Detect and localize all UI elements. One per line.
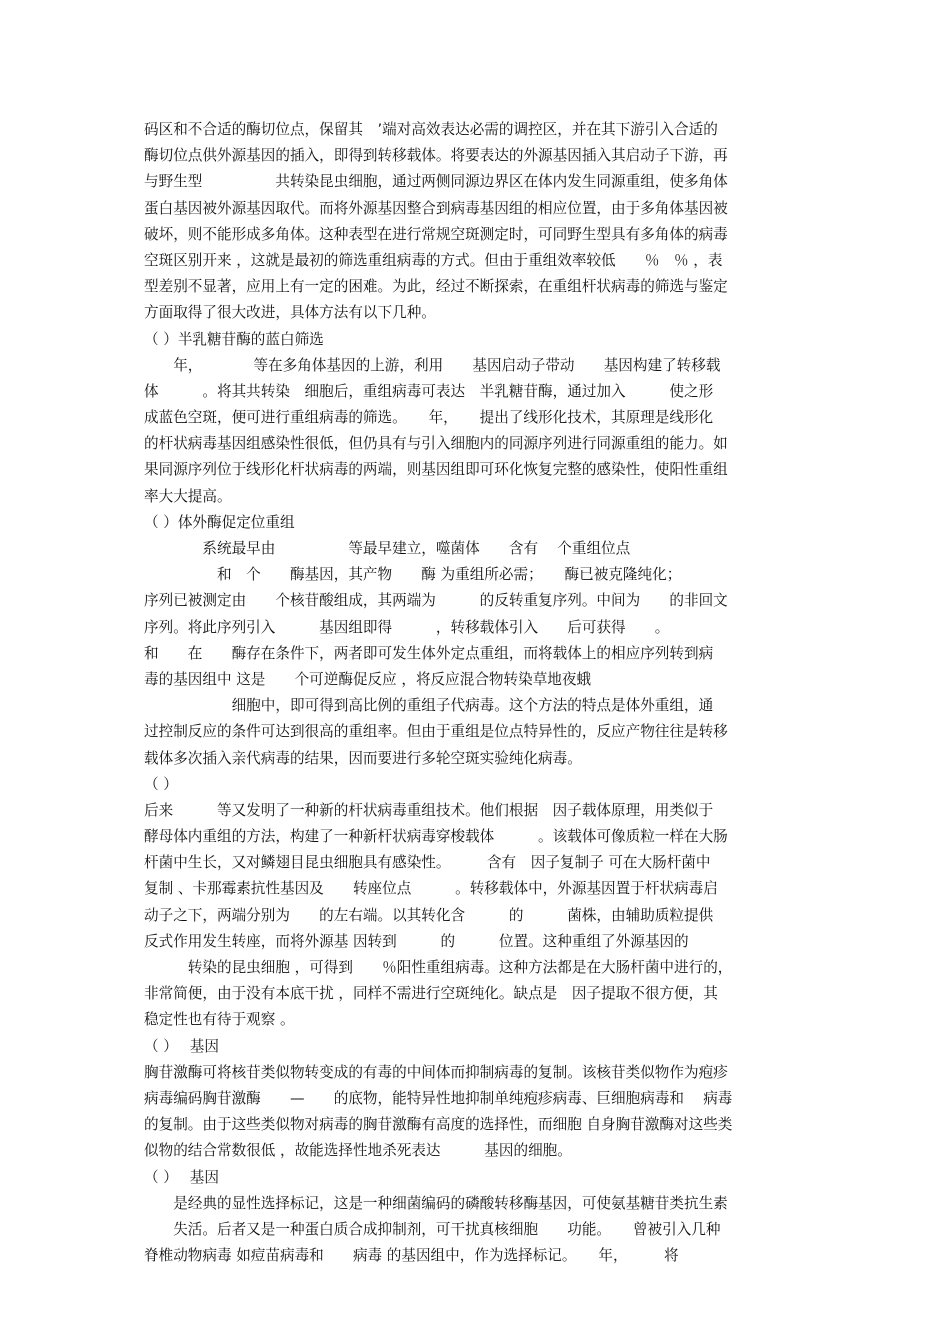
text-line: 复制 、卡那霉素抗性基因及 转座位点 。转移载体中，外源基因置于杆状病毒启 [144,880,718,898]
text-line: 后来 等又发明了一种新的杆状病毒重组技术。他们根据 因子载体原理，用类似于 [144,801,714,819]
text-line: 成蓝色空斑，便可进行重组病毒的筛选。 年， 提出了线形化技术，其原理是线形化 [144,409,714,427]
text-line: 年， 等在多角体基因的上游，利用 基因启动子带动 基因构建了转移载 [144,356,721,374]
body-text [144,117,814,1269]
text-line: 型差别不显著，应用上有一定的困难。为此，经过不断探索，在重组杆状病毒的筛选与鉴定 [144,278,728,296]
text-line: 序列。将此序列引入 基因组即得 ，转移载体引入 后可获得 。 [144,618,670,636]
text-line: 载体多次插入亲代病毒的结果，因而要进行多轮空斑实验纯化病毒。 [144,749,582,767]
text-line: 序列已被测定由 个核苷酸组成，其两端为 的反转重复序列。中间为 的非回文 [144,592,728,610]
text-line: 细胞中，即可得到高比例的重组子代病毒。这个方法的特点是体外重组，通 [144,697,714,715]
text-line: 反式作用发生转座，而将外源基 因转到 的 位置。这种重组了外源基因的 [144,932,689,950]
text-line: 的杆状病毒基因组感染性很低，但仍具有与引入细胞内的同源序列进行同源重组的能力。如 [144,435,728,453]
text-line: 脊椎动物病毒 如痘苗病毒和 病毒 的基因组中，作为选择标记。 年， 将 [144,1247,679,1265]
text-line: 破坏，则不能形成多角体。这种表型在进行常规空斑测定时，可同野生型具有多角体的病毒 [144,225,728,243]
text-line: 率大大提高。 [144,487,232,505]
text-line: 稳定性也有待于观察 。 [144,1011,295,1029]
section-heading: （ ）半乳糖苷酶的蓝白筛选 [144,330,324,348]
text-line: 过控制反应的条件可达到很高的重组率。但由于重组是位点特异性的，反应产物往往是转移 [144,723,728,741]
text-line: 杆菌中生长，又对鳞翅目昆虫细胞具有感染性。 含有 因子复制子 可在大肠杆菌中 [144,854,711,872]
text-line: 似物的结合常数很低 ，故能选择性地杀死表达 基因的细胞。 [144,1142,572,1160]
text-line: 空斑区别开来 ，这就是最初的筛选重组病毒的方式。但由于重组效率较低 ％ ％ ，表 [144,251,723,269]
text-line: 转染的昆虫细胞 ，可得到 ％阳性重组病毒。这种方法都是在大肠杆菌中进行的， [144,959,733,976]
text-line: 病毒编码胸苷激酶 — 的底物，能特异性地抑制单纯疱疹病毒、巨细胞病毒和 病毒 [144,1089,733,1107]
text-line: 码区和不合适的酶切位点，保留其 ’端对高效表达必需的调控区，并在其下游引入合适的 [144,121,718,138]
text-line: 是经典的显性选择标记，这是一种细菌编码的磷酸转移酶基因，可使氨基糖苷类抗生素 [144,1194,728,1212]
text-line: 的复制。由于这些类似物对病毒的胸苷激酶有高度的选择性，而细胞 自身胸苷激酶对这些类 [144,1116,733,1134]
text-line: 非常简便，由于没有本底干扰 ，同样不需进行空斑纯化。缺点是 因子提取不很方便，其 [144,985,718,1003]
section-heading: （ ） [144,775,178,793]
section-heading: （ ） 基因 [144,1168,219,1186]
text-line: 动子之下，两端分别为 的左右端。以其转化含 的 菌株，由辅助质粒提供 [144,906,714,924]
text-line: 蛋白基因被外源基因取代。而将外源基因整合到病毒基因组的相应位置，由于多角体基因被 [144,199,728,217]
text-line: 与野生型 共转染昆虫细胞，通过两侧同源边界区在体内发生同源重组，使多角体 [144,173,728,191]
text-line: 失活。后者又是一种蛋白质合成抑制剂，可干扰真核细胞 功能。 曾被引入几种 [144,1220,721,1238]
text-line: 体 。将其共转染 细胞后，重组病毒可表达 半乳糖苷酶，通过加入 使之形 [144,382,714,400]
text-line: 胸苷激酶可将核苷类似物转变成的有毒的中间体而抑制病毒的复制。该核苷类似物作为疱疹 [144,1063,728,1081]
text-line: 果同源序列位于线形化杆状病毒的两端，则基因组即可环化恢复完整的感染性，使阳性重组 [144,461,728,479]
text-line: 方面取得了很大改进，具体方法有以下几种。 [144,304,436,322]
text-line: 和 个 酶基因，其产物 酶 为重组所必需； 酶已被克隆纯化； [144,566,682,584]
section-heading: （ ） 基因 [144,1037,219,1055]
text-line: 和 在 酶存在条件下，两者即可发生体外定点重组，而将载体上的相应序列转到病 [144,644,714,662]
text-line: 酶切位点供外源基因的插入，即得到转移载体。将要表达的外源基因插入其启动子下游，再 [144,147,728,165]
text-line: 酵母体内重组的方法，构建了一种新杆状病毒穿梭载体 。该载体可像质粒一样在大肠 [144,828,728,846]
text-line: 毒的基因组中 这是 个可逆酶促反应 ，将反应混合物转染草地夜蛾 [144,670,592,688]
text-line: 系统最早由 等最早建立，噬菌体 含有 个重组位点 [144,540,631,557]
section-heading: （ ）体外酶促定位重组 [144,513,295,531]
